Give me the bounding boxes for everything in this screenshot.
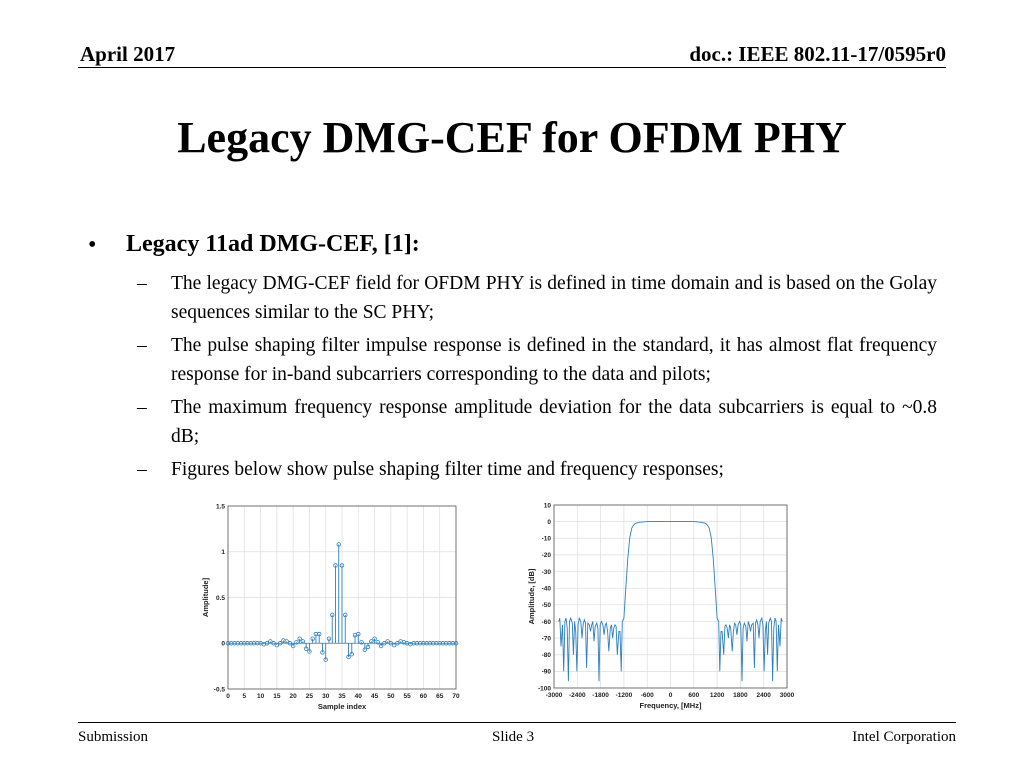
x-tick-label: -1200 — [615, 692, 633, 699]
x-tick-label: 20 — [289, 693, 297, 700]
header-doc-id: doc.: IEEE 802.11-17/0595r0 — [689, 42, 946, 66]
y-axis-label: Amplitude, [dB] — [527, 568, 536, 625]
x-tick-label: 10 — [256, 693, 265, 700]
y-tick-label: 1.5 — [215, 503, 225, 511]
sub-bullet — [137, 269, 937, 327]
x-axis-label: Frequency, [MHz] — [639, 701, 702, 710]
y-tick-label: -50 — [541, 602, 551, 610]
x-tick-label: 60 — [419, 693, 428, 700]
x-tick-label: 600 — [688, 692, 700, 699]
x-tick-label: 55 — [403, 693, 411, 700]
x-tick-label: -2400 — [568, 692, 586, 699]
x-tick-label: -600 — [640, 692, 654, 699]
bullet-marker: • — [88, 232, 97, 258]
y-tick-label: -80 — [541, 652, 551, 660]
y-tick-label: 1 — [221, 549, 225, 557]
x-tick-label: 65 — [436, 693, 444, 700]
y-tick-label: 10 — [543, 502, 551, 510]
dash-marker: – — [137, 273, 147, 294]
x-tick-label: 0 — [668, 692, 673, 699]
x-tick-label: 3000 — [779, 692, 795, 699]
frequency-response-chart — [520, 497, 800, 717]
x-tick-label: -1800 — [592, 692, 609, 699]
x-tick-label: 1800 — [733, 692, 748, 699]
y-tick-label: -70 — [541, 635, 551, 643]
y-tick-label: 0 — [547, 518, 551, 526]
y-tick-label: -20 — [541, 552, 551, 560]
y-tick-label: -30 — [541, 568, 551, 576]
y-tick-label: -10 — [541, 535, 551, 543]
x-tick-label: 15 — [273, 693, 281, 700]
x-tick-label: 45 — [370, 693, 379, 700]
x-tick-label: 50 — [387, 693, 395, 700]
dash-marker: – — [137, 459, 147, 480]
y-tick-label: -0.5 — [213, 686, 225, 694]
y-tick-label: 0.5 — [215, 594, 225, 602]
slide-title: Legacy DMG-CEF for OFDM PHY — [177, 113, 847, 162]
dash-marker: – — [137, 335, 147, 356]
footer-divider — [78, 722, 956, 723]
sub-bullet-text: The maximum frequency response amplitude deviation for the data subcarriers is equal to ~0.8 dB; — [171, 397, 937, 447]
y-axis-label: Amplitude] — [201, 577, 210, 618]
footer-company: Intel Corporation — [852, 729, 956, 745]
header-divider — [78, 67, 946, 68]
sub-bullet — [137, 393, 937, 451]
footer-slide-number: Slide 3 — [492, 729, 535, 745]
sub-bullet-list — [137, 269, 937, 488]
x-tick-label: 30 — [322, 693, 330, 700]
x-tick-label: 70 — [452, 693, 460, 700]
sub-bullet-text: Figures below show pulse shaping filter time and frequency responses; — [171, 459, 724, 480]
x-tick-label: 40 — [354, 693, 362, 700]
y-tick-label: -100 — [537, 685, 551, 693]
sub-bullet — [137, 331, 937, 389]
x-tick-label: 1200 — [709, 692, 725, 699]
x-tick-label: -3000 — [545, 692, 563, 699]
sub-bullet — [137, 455, 937, 484]
x-tick-label: 0 — [226, 693, 230, 700]
x-tick-label: 5 — [242, 693, 247, 700]
x-axis-label: Sample index — [317, 702, 367, 711]
x-tick-label: 25 — [305, 693, 314, 700]
x-tick-label: 2400 — [756, 692, 771, 699]
y-tick-label: -90 — [541, 668, 551, 676]
y-tick-label: 0 — [221, 640, 225, 648]
bullet-heading: Legacy 11ad DMG-CEF, [1]: — [126, 231, 420, 257]
footer-submission: Submission — [78, 729, 149, 745]
y-tick-label: -40 — [541, 585, 551, 593]
dash-marker: – — [137, 397, 147, 418]
sub-bullet-text: The pulse shaping filter impulse response is defined in the standard, it has almost flat frequency response for in-band subcarriers corresponding to the data and pilots; — [171, 335, 937, 385]
header-date: April 2017 — [80, 42, 176, 66]
impulse-response-chart — [195, 497, 470, 717]
y-tick-label: -60 — [541, 618, 551, 626]
sub-bullet-text: The legacy DMG-CEF field for OFDM PHY is defined in time domain and is based on the Golay sequences similar to the SC PHY; — [171, 273, 937, 323]
x-tick-label: 35 — [338, 693, 346, 700]
